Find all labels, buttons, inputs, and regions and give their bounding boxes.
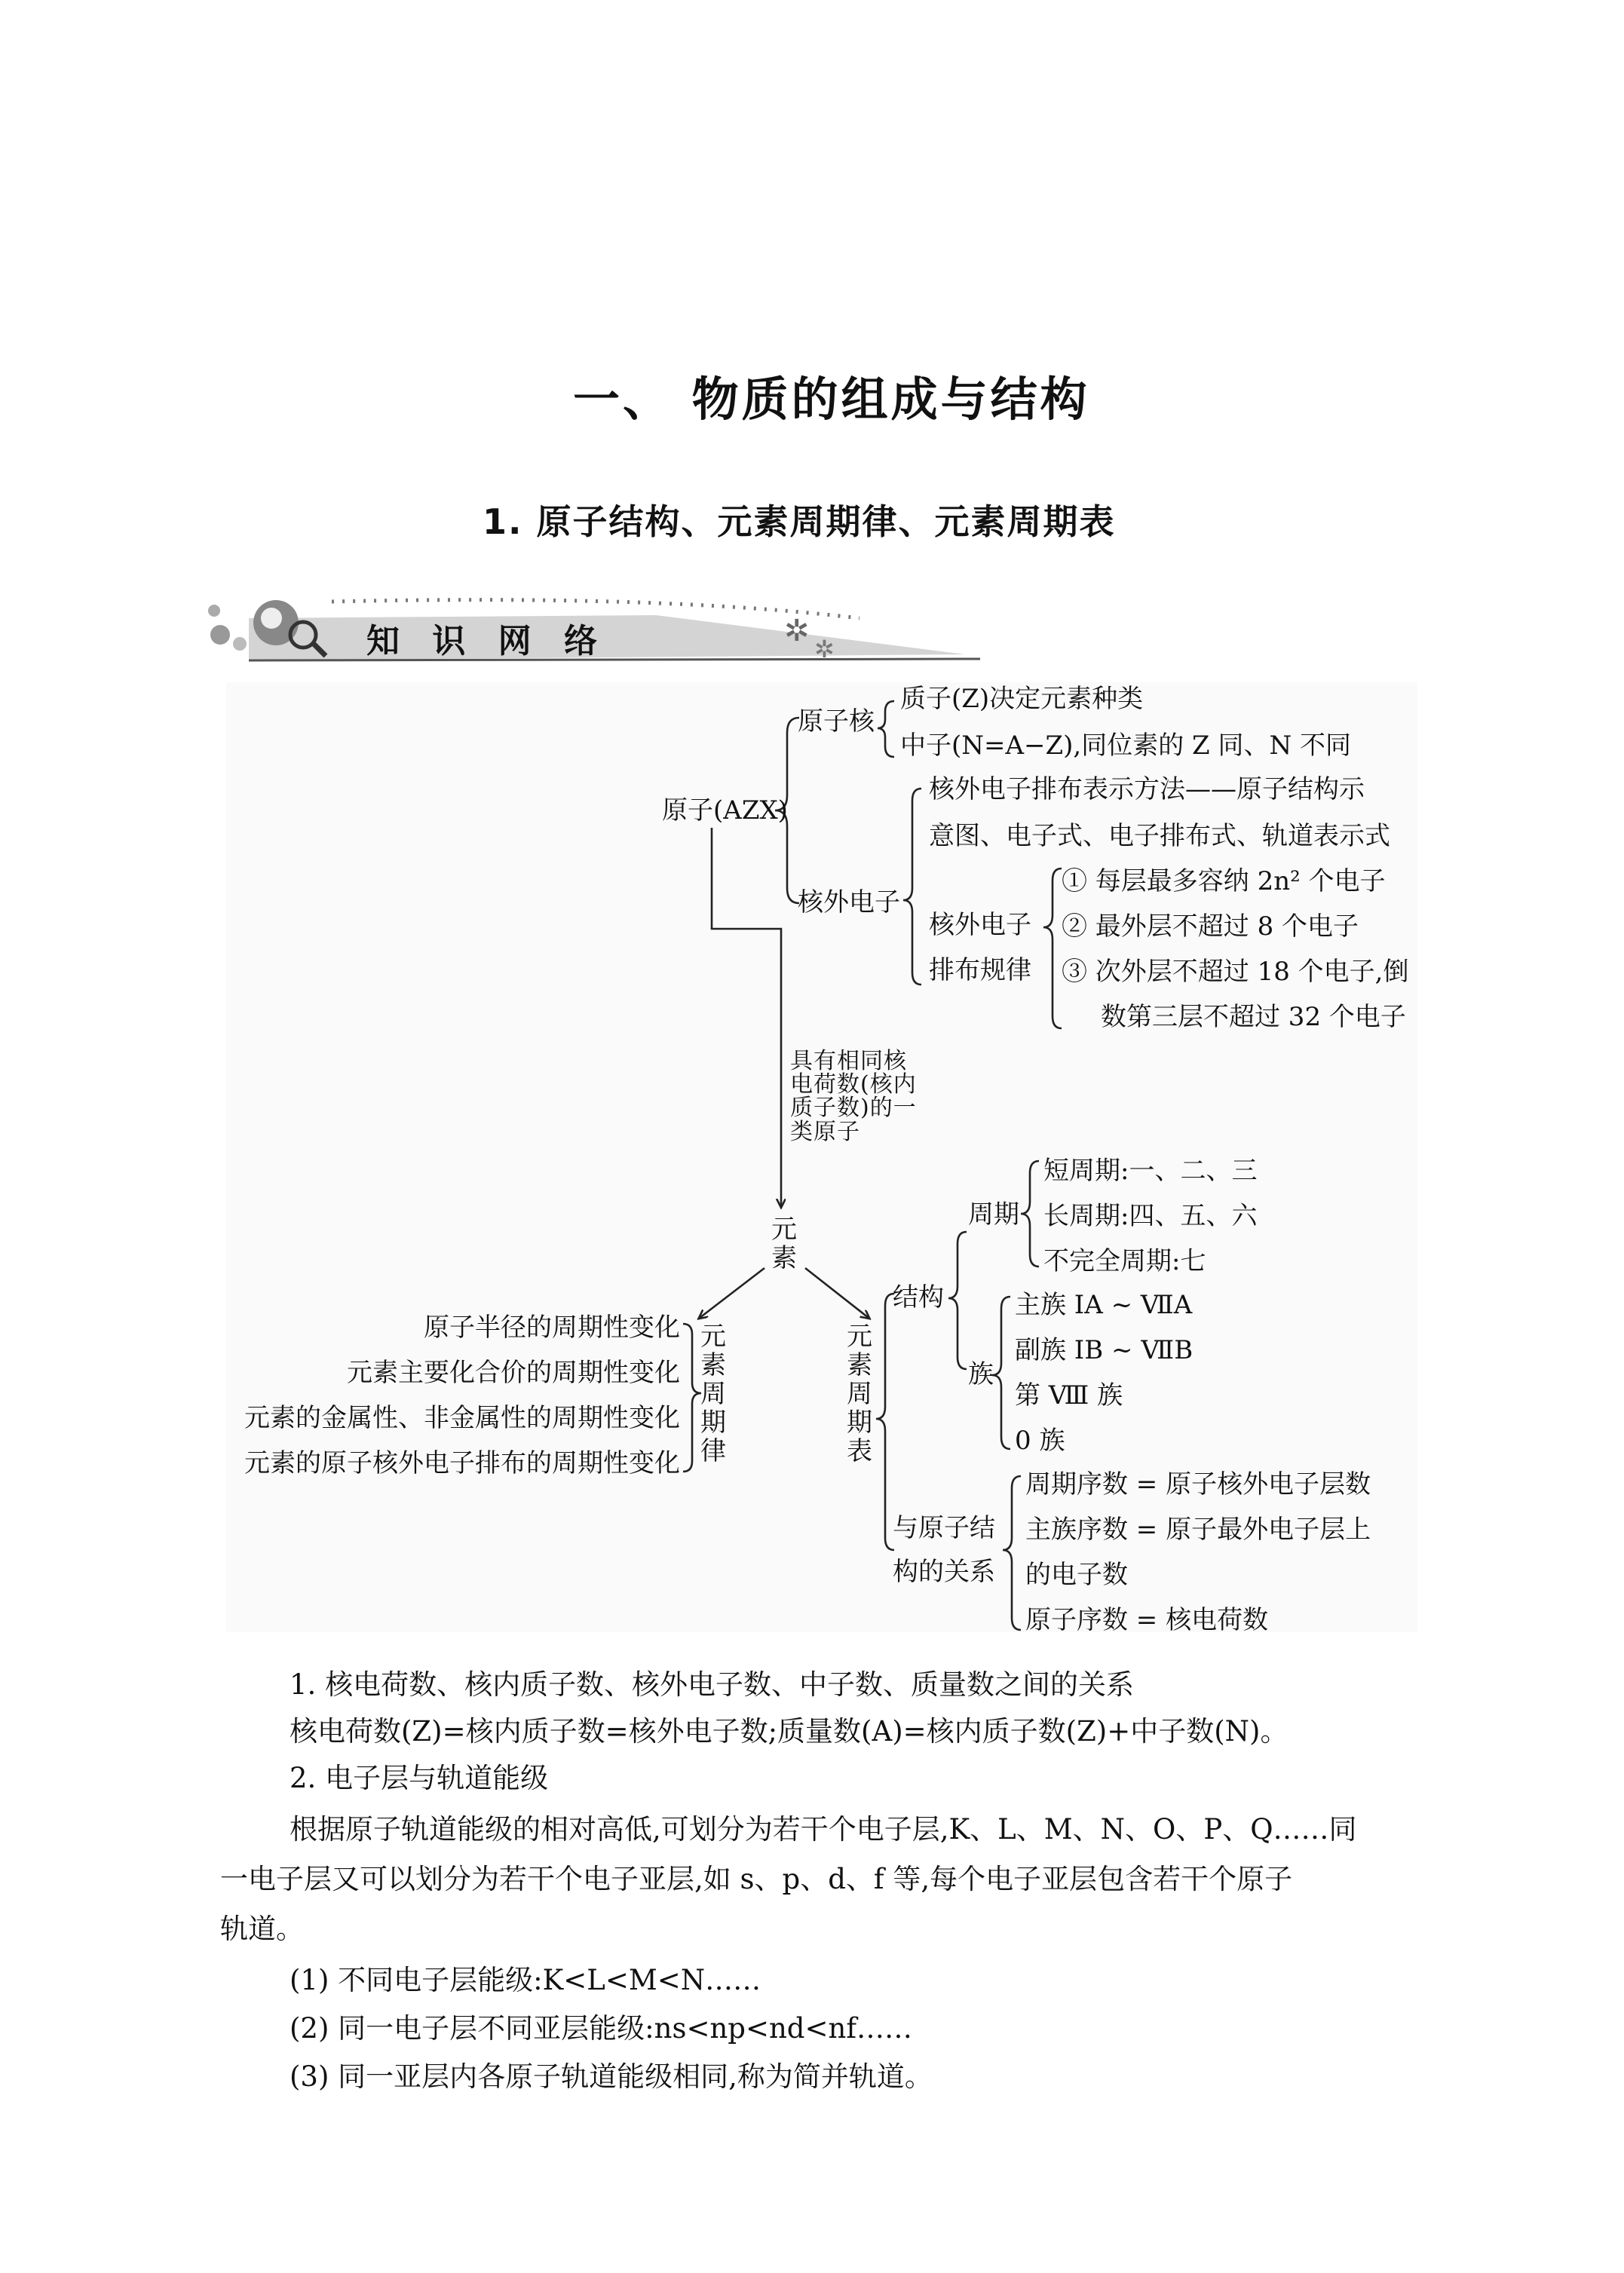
relation-item-3: 的电子数	[1025, 1560, 1128, 1590]
paragraph-1-title: 1. 核电荷数、核内质子数、核外电子数、中子数、质量数之间的关系	[290, 1668, 1135, 1701]
proton-text: 质子(Z)决定元素种类	[900, 684, 1144, 714]
law-item-4: 元素的原子核外电子排布的周期性变化	[244, 1448, 680, 1478]
period-item-short: 短周期:一、二、三	[1043, 1156, 1258, 1186]
representation-line-1: 核外电子排布表示方法——原子结构示	[929, 774, 1365, 804]
law-item-2: 元素主要化合价的周期性变化	[347, 1358, 680, 1388]
list-item-2: (2) 同一电子层不同亚层能级:ns<np<nd<nf……	[290, 2012, 913, 2045]
group-item-viii: 第 Ⅷ 族	[1015, 1380, 1123, 1411]
atom-node: 原子(AZX)	[662, 795, 788, 826]
paragraph-2-line-2: 一电子层又可以划分为若干个电子亚层,如 s、p、d、f 等,每个电子亚层包含若干个原子	[220, 1863, 1293, 1895]
law-item-1: 原子半径的周期性变化	[424, 1313, 680, 1343]
relation-item-4: 原子序数 = 核电荷数	[1025, 1605, 1269, 1635]
paragraph-1-body: 核电荷数(Z)=核内质子数=核外电子数;质量数(A)=核内质子数(Z)+中子数(N)。	[290, 1715, 1288, 1748]
periodic-law-node: 元素周期律	[700, 1322, 726, 1467]
relation-label-1: 与原子结	[893, 1513, 995, 1543]
arrow-note: 具有相同核电荷数(核内质子数)的一类原子	[790, 1048, 917, 1145]
paragraph-2-title: 2. 电子层与轨道能级	[290, 1762, 549, 1794]
rule-2: ② 最外层不超过 8 个电子	[1062, 911, 1359, 942]
neutron-text: 中子(N=A−Z),同位素的 Z 同、N 不同	[900, 731, 1352, 761]
law-item-3: 元素的金属性、非金属性的周期性变化	[244, 1403, 680, 1433]
representation-line-2: 意图、电子式、电子排布式、轨道表示式	[929, 821, 1390, 851]
group-item-zero: 0 族	[1015, 1426, 1065, 1456]
rule-1: ① 每层最多容纳 2n² 个电子	[1062, 866, 1386, 896]
svg-text:✲: ✲	[784, 614, 810, 648]
electrons-node: 核外电子	[798, 887, 900, 917]
chapter-title: 一、 物质的组成与结构	[573, 372, 1090, 427]
structure-node: 结构	[893, 1282, 944, 1313]
svg-text:✲: ✲	[814, 635, 835, 663]
paragraph-2-line-1: 根据原子轨道能级的相对高低,可划分为若干个电子层,K、L、M、N、O、P、Q……同	[290, 1813, 1357, 1846]
group-node: 族	[968, 1359, 994, 1389]
period-item-incomplete: 不完全周期:七	[1043, 1246, 1206, 1276]
period-item-long: 长周期:四、五、六	[1043, 1201, 1258, 1231]
section-title: 1. 原子结构、元素周期律、元素周期表	[483, 501, 1116, 542]
rule-3b: 数第三层不超过 32 个电子	[1101, 1002, 1406, 1032]
relation-label-2: 构的关系	[893, 1557, 995, 1587]
period-node: 周期	[968, 1199, 1019, 1230]
list-item-1: (1) 不同电子层能级:K<L<M<N……	[290, 1964, 761, 1996]
group-item-main: 主族 ⅠA ~ ⅦA	[1015, 1290, 1193, 1320]
periodic-table-node: 元素周期表	[847, 1322, 872, 1467]
rule-3a: ③ 次外层不超过 18 个电子,倒	[1062, 957, 1409, 987]
nucleus-node: 原子核	[798, 706, 875, 737]
group-item-sub: 副族 ⅠB ~ ⅦB	[1015, 1335, 1193, 1365]
list-item-3: (3) 同一亚层内各原子轨道能级相同,称为简并轨道。	[290, 2060, 933, 2093]
rule-label-1: 核外电子	[929, 910, 1031, 940]
paragraph-2-line-3: 轨道。	[220, 1913, 304, 1945]
relation-item-1: 周期序数 = 原子核外电子层数	[1025, 1469, 1371, 1500]
relation-item-2: 主族序数 = 原子最外电子层上	[1025, 1515, 1371, 1545]
banner-label: 知 识 网 络	[366, 622, 608, 660]
rule-label-2: 排布规律	[929, 955, 1031, 985]
element-node: 元素	[771, 1215, 797, 1274]
